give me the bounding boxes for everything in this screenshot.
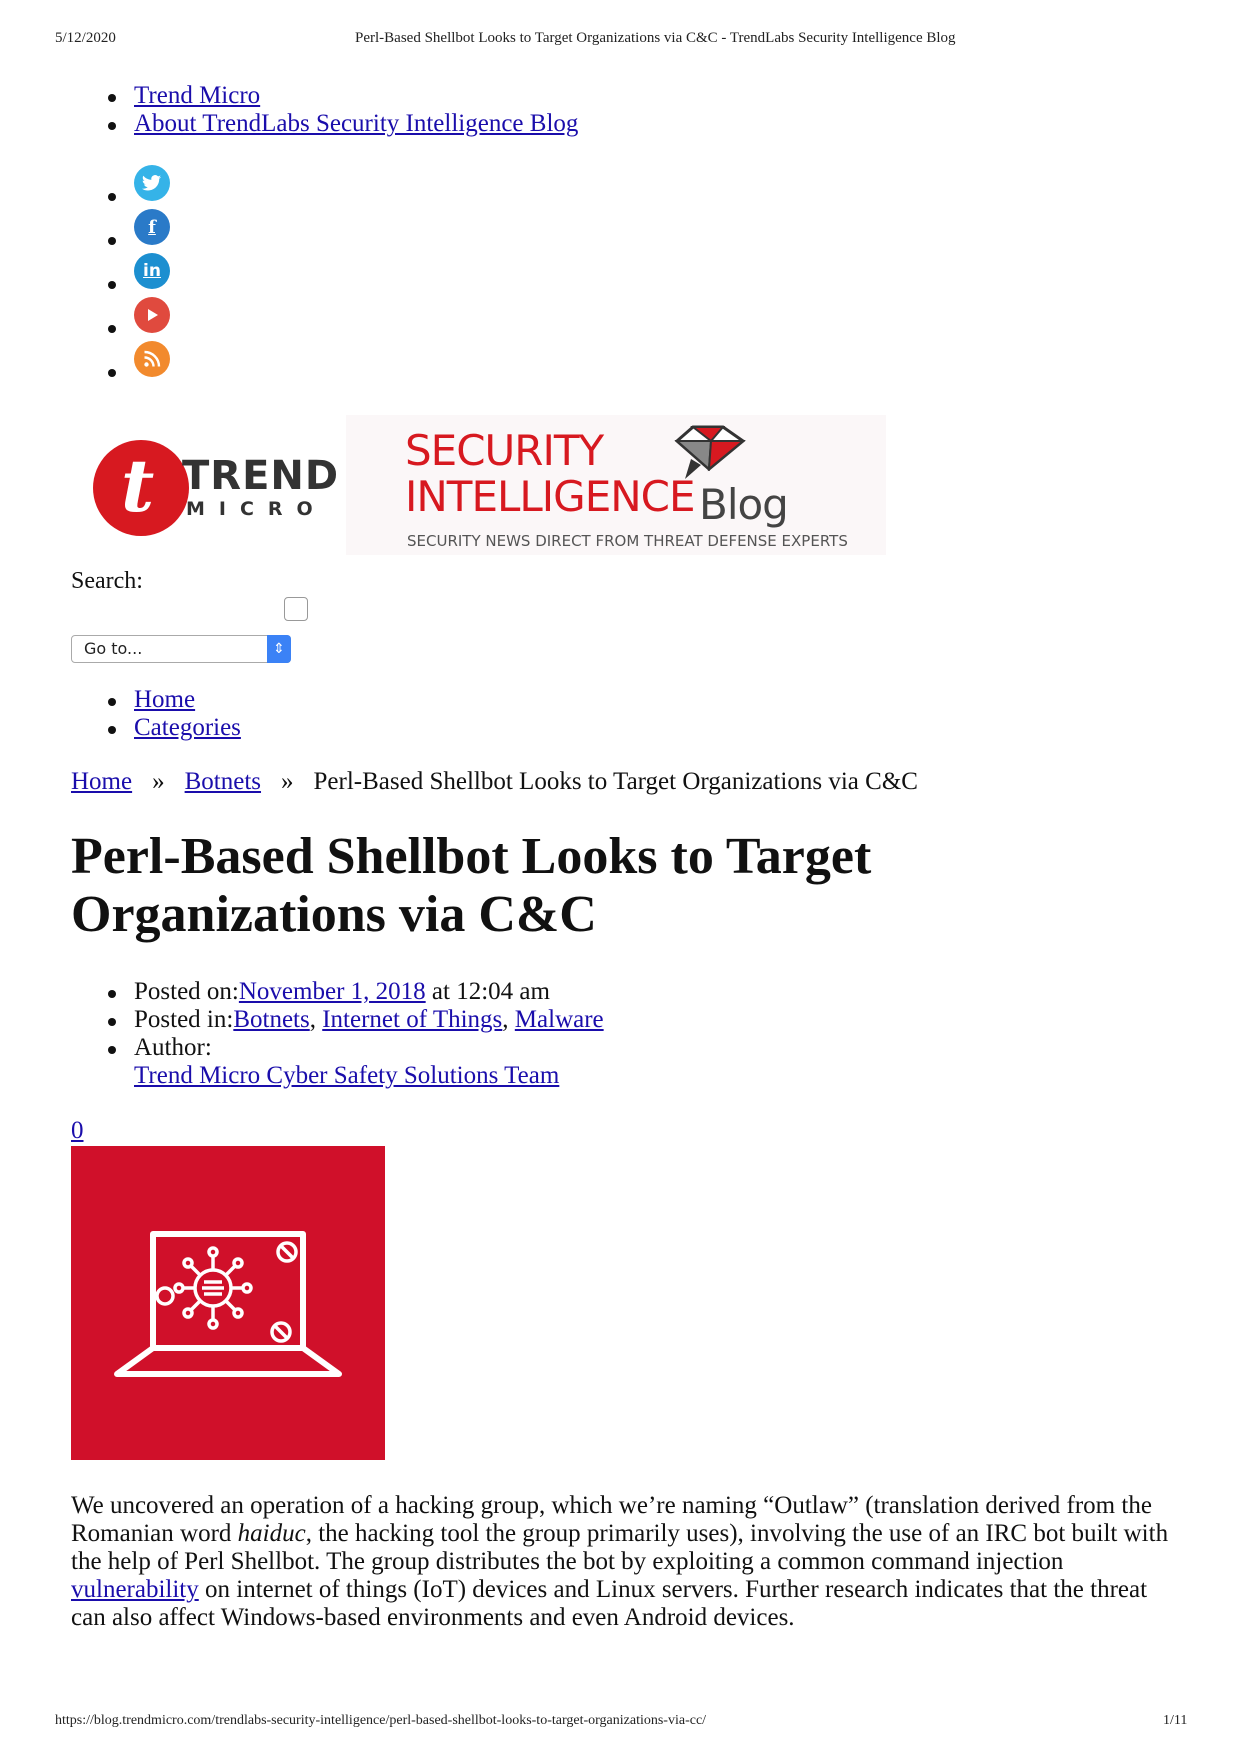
print-url: https://blog.trendmicro.com/trendlabs-security-intelligence/perl-based-shellbot-looks-to-target-organizations-via-cc/ xyxy=(55,1713,707,1728)
list-item xyxy=(71,714,241,742)
main-nav xyxy=(71,686,241,742)
print-page-title: Perl-Based Shellbot Looks to Target Organizations via C&C - TrendLabs Security Intelligence Blog xyxy=(355,30,956,46)
nav-home-link[interactable]: Home xyxy=(134,686,196,713)
breadcrumb-separator: » xyxy=(281,768,294,795)
article-title: Perl-Based Shellbot Looks to Target Organizations via C&C xyxy=(71,828,872,943)
list-item xyxy=(71,1034,604,1090)
about-blog-link[interactable]: About TrendLabs Security Intelligence Blog xyxy=(134,110,579,137)
print-page-number: 1/11 xyxy=(1163,1713,1188,1728)
top-links xyxy=(71,82,578,138)
breadcrumb xyxy=(71,768,918,796)
article-emphasis: haiduc xyxy=(237,1520,306,1547)
facebook-icon[interactable]: f xyxy=(134,209,170,245)
trend-micro-logo-icon: t xyxy=(93,440,189,536)
blog-banner[interactable] xyxy=(71,415,886,555)
vulnerability-link[interactable]: vulnerability xyxy=(71,1576,199,1603)
list-item xyxy=(71,110,578,138)
trend-micro-link[interactable]: Trend Micro xyxy=(134,82,261,109)
youtube-icon[interactable] xyxy=(134,297,170,333)
article-text: , the hacking tool the group primarily uses), involving the use of an IRC bot built with the help of Perl Shellbot. The group distributes the bot by exploiting a common command injection xyxy=(71,1520,1169,1575)
banner-security: SECURITY xyxy=(405,426,604,475)
author-label: Author: xyxy=(134,1034,212,1061)
gem-logo-icon xyxy=(671,423,751,483)
post-time: at 12:04 am xyxy=(425,978,550,1005)
list-item xyxy=(71,82,578,110)
search-label: Search: xyxy=(71,568,143,594)
infected-laptop-icon xyxy=(71,1146,385,1460)
article-meta xyxy=(71,978,604,1090)
article-text: on internet of things (IoT) devices and Linux servers. Further research indicates that the threat can also affect Windows-based environments and even Android devices. xyxy=(71,1576,1148,1631)
posted-in-label: Posted in: xyxy=(134,1006,234,1033)
search-checkbox[interactable] xyxy=(284,597,308,621)
banner-tagline: SECURITY NEWS DIRECT FROM THREAT DEFENSE EXPERTS xyxy=(407,532,848,550)
brand-micro: MICRO xyxy=(186,498,327,520)
article-paragraph xyxy=(71,1492,1181,1632)
list-item xyxy=(71,978,604,1006)
breadcrumb-separator: » xyxy=(152,768,165,795)
goto-selected-value: Go to... xyxy=(84,639,143,658)
rss-icon[interactable] xyxy=(134,341,170,377)
category-botnets-link[interactable]: Botnets xyxy=(233,1006,310,1033)
article-text: We uncovered an operation of a hacking group, which we’re naming “Outlaw” (translation derived from the Romanian word xyxy=(71,1492,1152,1547)
list-item xyxy=(71,686,241,714)
list-item xyxy=(71,297,134,341)
brand-trend: TREND xyxy=(182,453,340,499)
twitter-icon[interactable] xyxy=(134,165,170,201)
list-item: Posted in:Botnets, Internet of Things, Malware xyxy=(71,1006,604,1034)
hero-image xyxy=(71,1146,385,1460)
breadcrumb-home-link[interactable]: Home xyxy=(71,768,133,795)
banner-blog: Blog xyxy=(699,480,788,529)
breadcrumb-botnets-link[interactable]: Botnets xyxy=(184,768,262,795)
posted-on-label: Posted on: xyxy=(134,978,239,1005)
breadcrumb-current: Perl-Based Shellbot Looks to Target Organizations via C&C xyxy=(313,768,918,795)
list-item xyxy=(71,209,156,253)
list-item xyxy=(71,341,134,385)
list-item xyxy=(71,165,134,209)
list-item xyxy=(71,253,161,297)
print-date: 5/12/2020 xyxy=(55,30,116,46)
nav-categories-link[interactable]: Categories xyxy=(134,714,241,741)
chevron-updown-icon[interactable]: ⇕ xyxy=(267,635,291,663)
category-malware-link[interactable]: Malware xyxy=(514,1006,604,1033)
banner-intelligence: INTELLIGENCE xyxy=(405,472,695,521)
goto-select[interactable] xyxy=(71,635,291,663)
author-link[interactable]: Trend Micro Cyber Safety Solutions Team xyxy=(134,1062,560,1089)
social-links xyxy=(71,165,161,385)
category-iot-link[interactable]: Internet of Things xyxy=(322,1006,503,1033)
post-date-link[interactable]: November 1, 2018 xyxy=(238,978,426,1005)
comment-count-link[interactable]: 0 xyxy=(71,1117,84,1144)
linkedin-icon[interactable]: in xyxy=(134,253,170,289)
